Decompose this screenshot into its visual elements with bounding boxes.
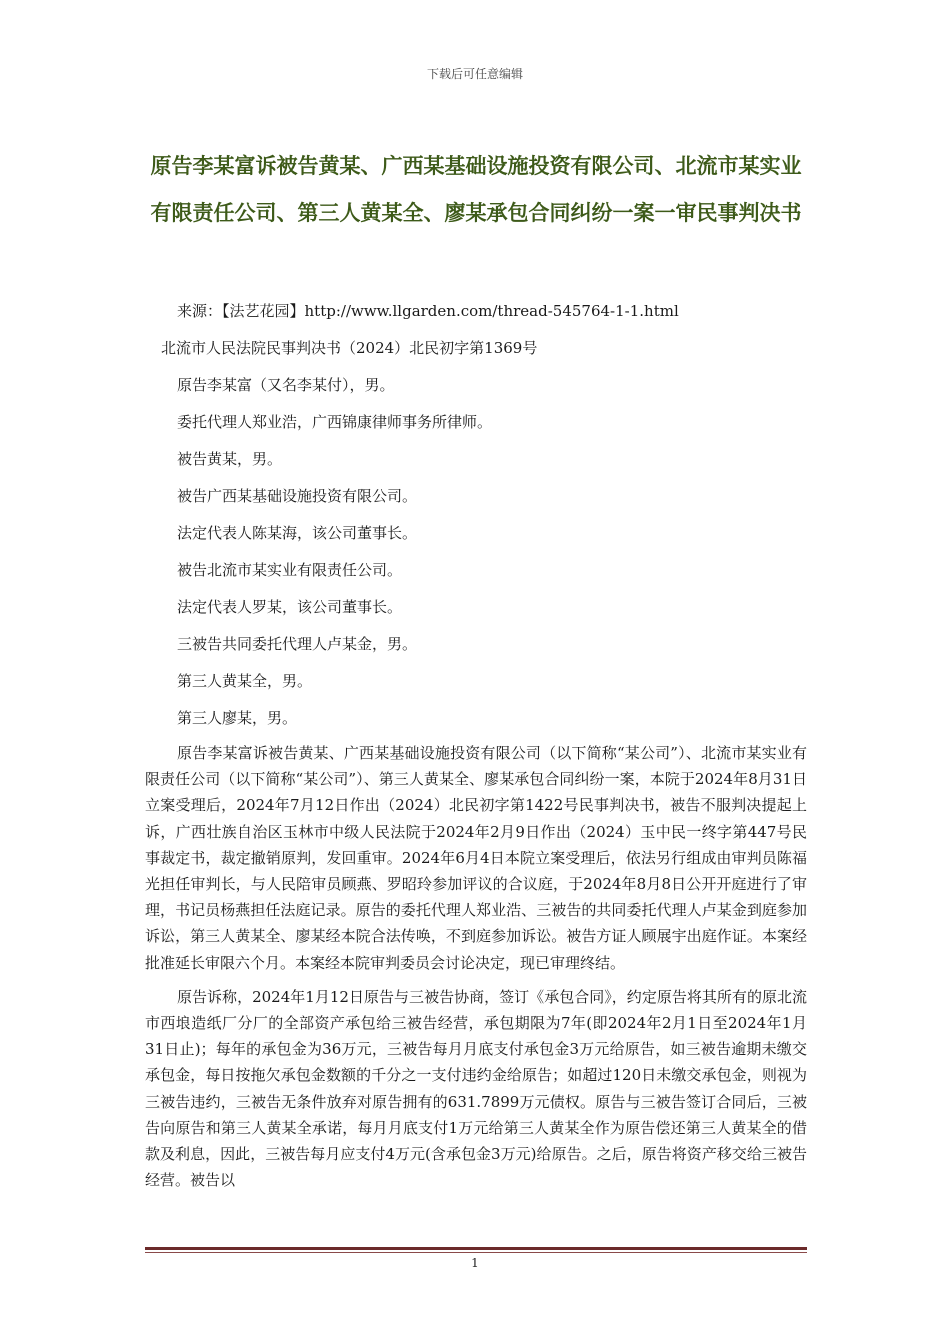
- party-line: 法定代表人罗某，该公司董事长。: [177, 598, 403, 616]
- source-line: [145, 296, 807, 333]
- party-line: 三被告共同委托代理人卢某金，男。: [177, 635, 418, 653]
- party-line: 第三人廖某，男。: [177, 709, 298, 727]
- party-line: 被告北流市某实业有限责任公司。: [177, 561, 403, 579]
- source-label: 来源：【法艺花园】: [177, 302, 305, 320]
- body-paragraph: 原告诉称，2024年1月12日原告与三被告协商，签订《承包合同》，约定原告将其所有的原北流市西埌造纸厂分厂的全部资产承包给三被告经营，承包期限为7年(即2024年2月1日至2024年1月31日止)；每年的承包金为36万元，三被告每月月底支付承包金3万元给原告，如三被告逾期未缴交承包金，每日按拖欠承包金数额的千分之一支付违约金给原告；如超过120日未缴交承包金，则视为三被告违约，三被告无条件放弃对原告拥有的631.7899万元债权。原告与三被告签订合同后，三被告向原告和第三人黄某全承诺，每月月底支付1万元给第三人黄某全作为原告偿还第三人黄某全的借款及利息，因此，三被告每月应支付4万元(含承包金3万元)给原告。之后，原告将资产移交给三被告经营。被告以: [145, 987, 807, 1190]
- header-note: 下载后可任意编辑: [426, 67, 523, 81]
- document-title: 原告李某富诉被告黄某、广西某基础设施投资有限公司、北流市某实业有限责任公司、第三人黄某全、廖某承包合同纠纷一案一审民事判决书: [150, 154, 802, 225]
- footer-divider: [145, 1247, 807, 1250]
- footer-divider-thin: [145, 1252, 807, 1253]
- source-link[interactable]: http://www.llgarden.com/thread-545764-1-1.html: [304, 302, 679, 320]
- party-line: 被告广西某基础设施投资有限公司。: [177, 487, 418, 505]
- party-line: 委托代理人郑业浩，广西锦康律师事务所律师。: [177, 413, 493, 431]
- body-paragraph: 原告李某富诉被告黄某、广西某基础设施投资有限公司（以下简称“某公司”）、北流市某实业有限责任公司（以下简称“某公司”）、第三人黄某全、廖某承包合同纠纷一案，本院于2024年8月31日立案受理后，2024年7月12日作出（2024）北民初字第1422号民事判决书，被告不服判决提起上诉，广西壮族自治区玉林市中级人民法院于2024年2月9日作出（2024）玉中民一终字第447号民事裁定书，裁定撤销原判，发回重审。2024年6月4日本院立案受理后，依法另行组成由审判员陈福光担任审判长，与人民陪审员顾燕、罗昭玲参加评议的合议庭，于2024年8月8日公开开庭进行了审理，书记员杨燕担任法庭记录。原告的委托代理人郑业浩、三被告的共同委托代理人卢某金到庭参加诉讼，第三人黄某全、廖某经本院合法传唤，不到庭参加诉讼。被告方证人顾展宇出庭作证。本案经批准延长审限六个月。本案经本院审判委员会讨论决定，现已审理终结。: [145, 744, 807, 972]
- party-line: 被告黄某，男。: [177, 450, 283, 468]
- document-body: [145, 296, 807, 1201]
- party-line: 第三人黄某全，男。: [177, 672, 313, 690]
- page-number: 1: [471, 1256, 479, 1270]
- party-line: 法定代表人陈某海，该公司董事长。: [177, 524, 418, 542]
- court-document-number: 北流市人民法院民事判决书（2024）北民初字第1369号: [161, 339, 538, 357]
- party-line: 原告李某富（又名李某付），男。: [177, 376, 395, 394]
